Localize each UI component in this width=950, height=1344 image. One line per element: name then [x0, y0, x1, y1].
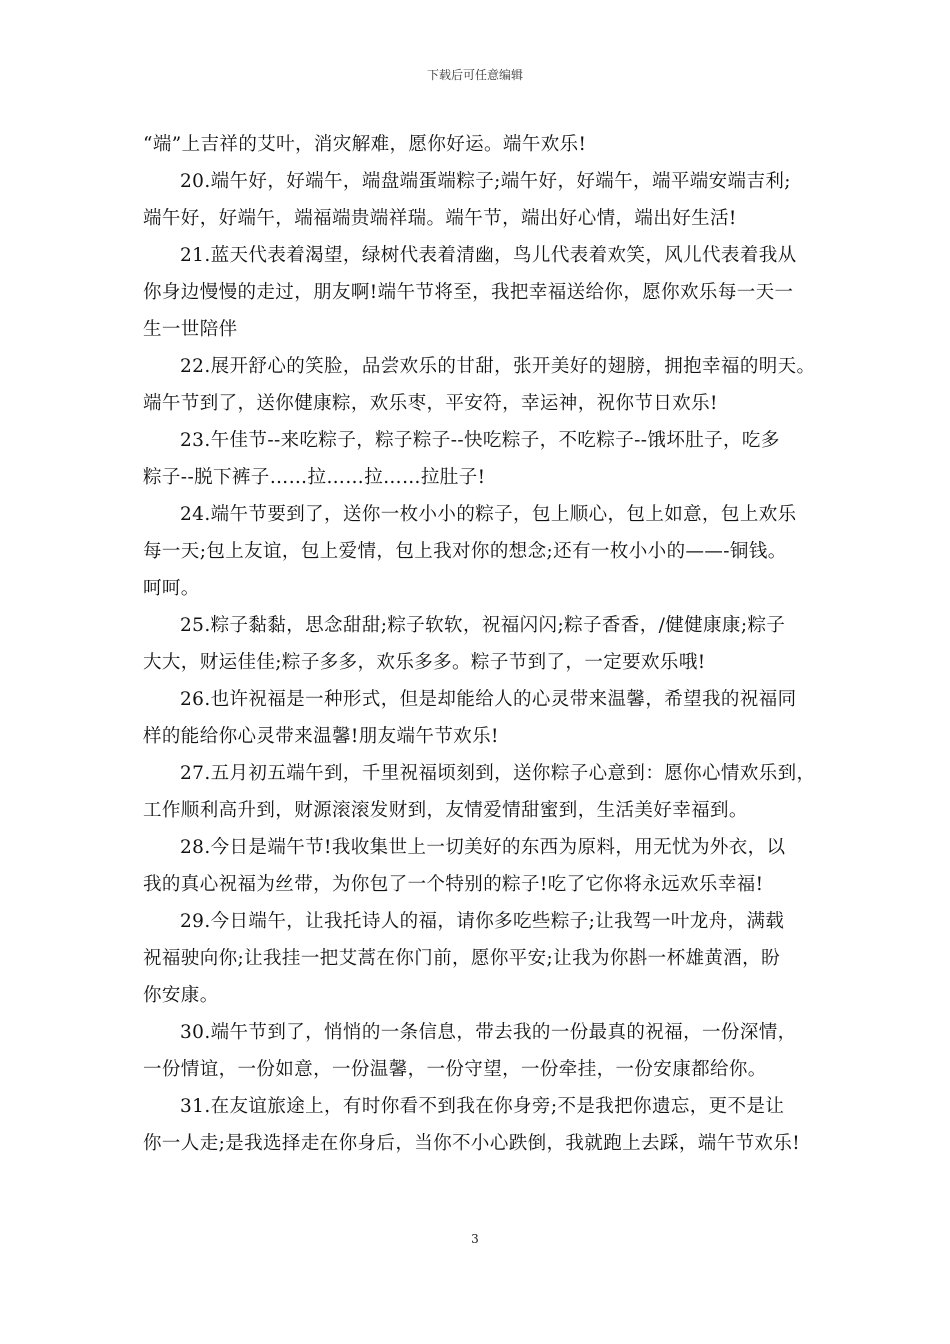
text-line: 端午节到了，送你健康粽，欢乐枣，平安符，幸运神，祝你节日欢乐!	[143, 393, 718, 414]
text-line: 你安康。	[143, 985, 219, 1006]
text-line: 呵呵。	[143, 578, 200, 599]
text-line: 27.五月初五端午到，千里祝福顷刻到，送你粽子心意到：愿你心情欢乐到，	[180, 763, 816, 784]
text-line: 样的能给你心灵带来温馨!朋友端午节欢乐!	[143, 726, 499, 747]
page-number: 3	[471, 1232, 479, 1246]
text-line: “端”上吉祥的艾叶，消灾解难，愿你好运。端午欢乐!	[143, 134, 587, 155]
text-line: 23.午佳节--来吃粽子，粽子粽子--快吃粽子，不吃粽子--饿坏肚子，吃多	[180, 430, 780, 451]
text-line: 工作顺利高升到，财源滚滚发财到，友情爱情甜蜜到，生活美好幸福到。	[143, 800, 748, 821]
text-line: 24.端午节要到了，送你一枚小小的粽子，包上顺心，包上如意，包上欢乐	[180, 504, 797, 525]
text-line: 粽子--脱下裤子……拉……拉……拉肚子!	[143, 467, 486, 488]
text-line: 25.粽子黏黏，思念甜甜;粽子软软，祝福闪闪;粽子香香，/健健康康;粽子	[180, 615, 786, 636]
text-line: 29.今日端午，让我托诗人的福，请你多吃些粽子;让我驾一叶龙舟，满载	[180, 911, 785, 932]
text-line: 生一世陪伴	[143, 319, 238, 340]
text-line: 大大，财运佳佳;粽子多多，欢乐多多。粽子节到了，一定要欢乐哦!	[143, 652, 706, 673]
text-line: 每一天;包上友谊，包上爱情，包上我对你的想念;还有一枚小小的——-铜钱。	[143, 541, 787, 562]
text-line: 26.也许祝福是一种形式，但是却能给人的心灵带来温馨，希望我的祝福同	[180, 689, 797, 710]
text-line: 祝福驶向你;让我挂一把艾蒿在你门前，愿你平安;让我为你斟一杯雄黄酒，盼	[143, 948, 780, 969]
text-line: 30.端午节到了，悄悄的一条信息，带去我的一份最真的祝福，一份深情，	[180, 1022, 797, 1043]
text-line: 端午好，好端午，端福端贵端祥瑞。端午节，端出好心情，端出好生活!	[143, 208, 737, 229]
text-line: 28.今日是端午节!我收集世上一切美好的东西为原料，用无忧为外衣，以	[180, 837, 786, 858]
text-line: 22.展开舒心的笑脸，品尝欢乐的甘甜，张开美好的翅膀，拥抱幸福的明天。	[180, 356, 816, 377]
text-line: 一份情谊，一份如意，一份温馨，一份守望，一份牵挂，一份安康都给你。	[143, 1059, 767, 1080]
text-line: 你身边慢慢的走过，朋友啊!端午节将至，我把幸福送给你，愿你欢乐每一天一	[143, 282, 794, 303]
text-line: 31.在友谊旅途上，有时你看不到我在你身旁;不是我把你遗忘，更不是让	[180, 1096, 785, 1117]
text-line: 20.端午好，好端午，端盘端蛋端粽子;端午好，好端午，端平端安端吉利;	[180, 171, 791, 192]
text-line: 我的真心祝福为丝带，为你包了一个特别的粽子!吃了它你将永远欢乐幸福!	[143, 874, 764, 895]
text-line: 21.蓝天代表着渴望，绿树代表着清幽，鸟儿代表着欢笑，风儿代表着我从	[180, 245, 797, 266]
page-header: 下载后可任意编辑	[426, 68, 523, 82]
text-line: 你一人走;是我选择走在你身后，当你不小心跌倒，我就跑上去踩，端午节欢乐!	[143, 1133, 801, 1154]
document-body	[143, 126, 823, 1162]
